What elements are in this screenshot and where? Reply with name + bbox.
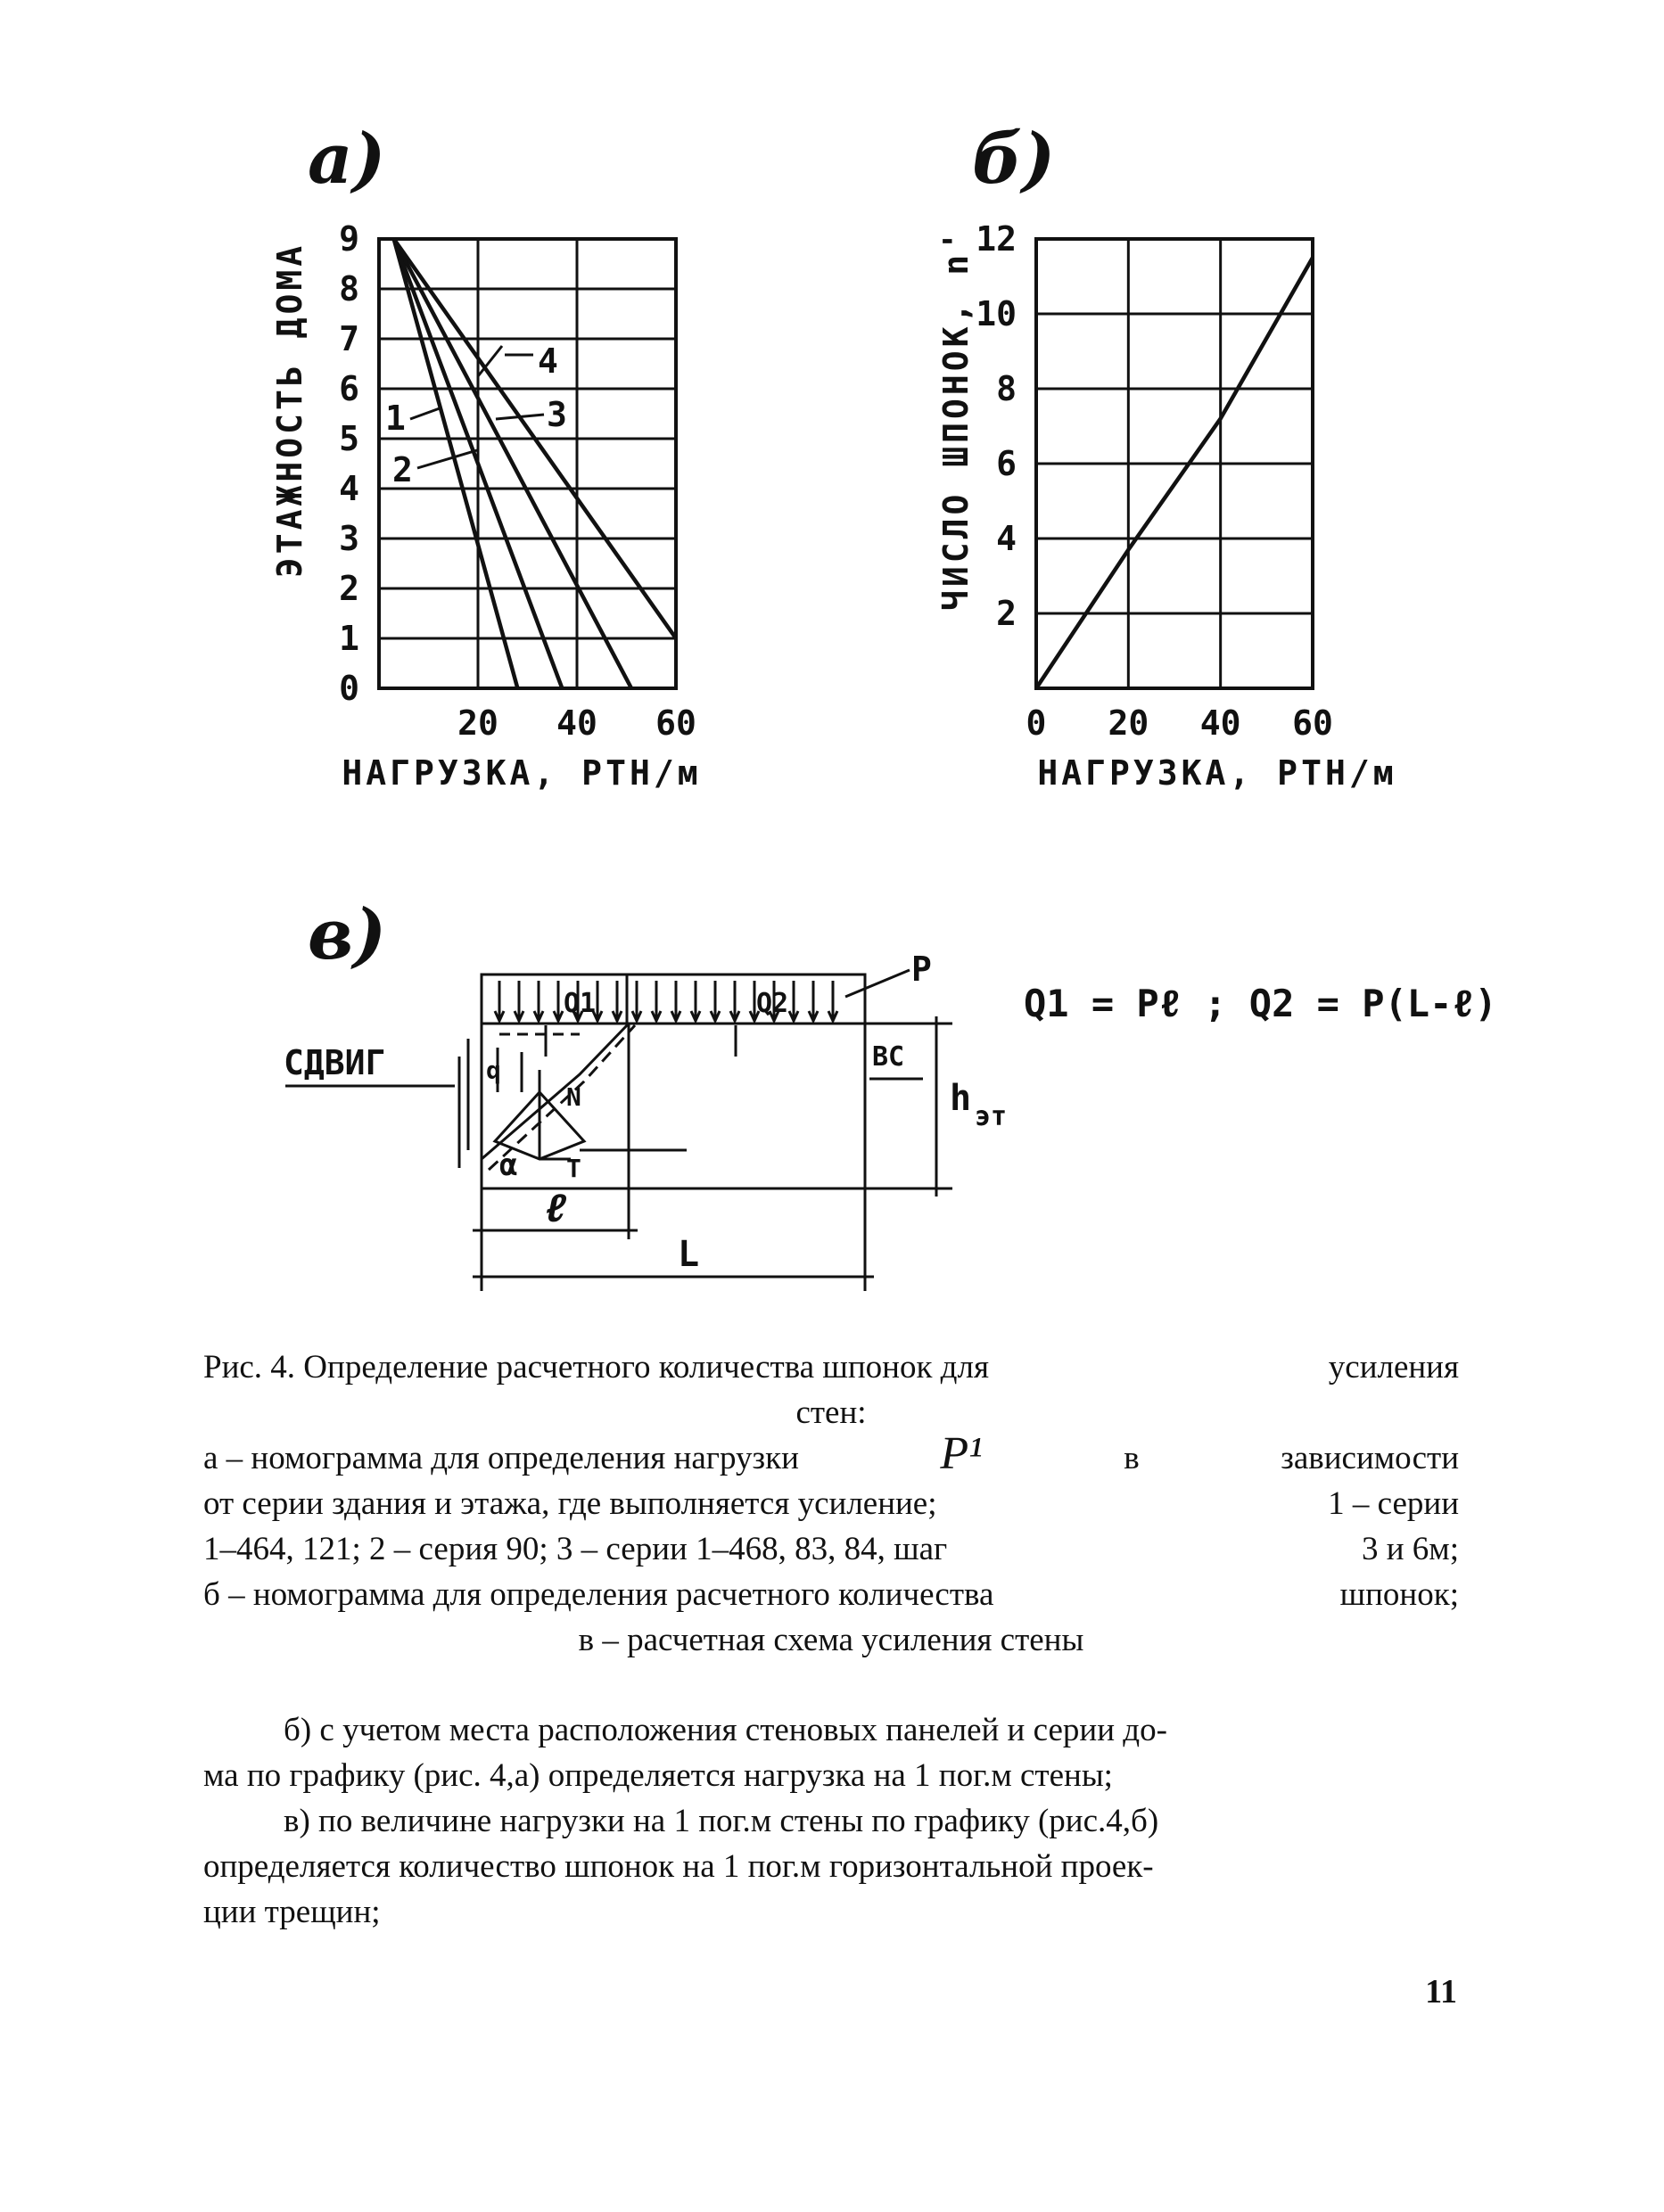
reinforcement-scheme [285, 970, 952, 1291]
paragraph-b-cont: ма по графику (рис. 4,а) определяется нагрузка на 1 пог.м стены; [203, 1757, 1113, 1794]
panel-a-y-tick: 3 [339, 519, 359, 558]
panel-b-x-tick: 60 [1292, 703, 1333, 743]
q-label: q [486, 1056, 501, 1085]
caption-line-7: в – расчетная схема усиления стены [578, 1622, 1084, 1658]
figure-caption [203, 1344, 1459, 1663]
caption-text: Рис. 4. Определение расчетного количества шпонок для [203, 1349, 989, 1386]
paragraph-b: б) с учетом места расположения стеновых панелей и серии до- [284, 1712, 1167, 1748]
caption-text: 1 – серии [1328, 1485, 1459, 1522]
h-sub-label: эт [975, 1101, 1008, 1132]
panel-b-y-tick: 10 [976, 294, 1017, 333]
paragraph-v-cont: определяется количество шпонок на 1 пог.м горизонтальной проек- [203, 1848, 1154, 1885]
caption-text: зависимости [1281, 1440, 1459, 1476]
caption-text: шпонок; [1339, 1576, 1459, 1613]
panel-a-x-tick: 20 [457, 703, 498, 743]
panel-b-y-tick: 6 [996, 444, 1017, 483]
caption-line-1 [203, 1344, 1459, 1390]
panel-a-x-tick: 40 [556, 703, 597, 743]
panel-a-y-tick: 2 [339, 569, 359, 608]
panel-a-x-tick: 60 [655, 703, 696, 743]
panel-b-ylabel: ЧИСЛО ШПОНОК, n' [936, 226, 976, 612]
panel-b-x-tick: 20 [1108, 703, 1149, 743]
panel-a-grid [379, 239, 676, 688]
panel-b-y-tick: 8 [996, 369, 1017, 408]
caption-line-6 [203, 1572, 1459, 1617]
panel-b-grid [1036, 239, 1313, 688]
panel-b-ticks [976, 219, 1333, 743]
panel-b-x-tick: 40 [1199, 703, 1241, 743]
Q2-label: Q2 [756, 988, 789, 1019]
panel-b-y-tick: 12 [976, 219, 1017, 259]
caption-text: от серии здания и этажа, где выполняется усиление; [203, 1485, 937, 1522]
panel-a-line-labels [385, 341, 567, 489]
caption-text: б – номограмма для определения расчетного количества [203, 1576, 994, 1613]
panel-a-letter: a) [308, 119, 386, 200]
panel-b-series-line-1 [1036, 258, 1313, 688]
panel-a-y-tick: 7 [339, 319, 359, 358]
caption-text: усиления [1328, 1349, 1459, 1386]
panel-b-y-tick: 4 [996, 519, 1017, 558]
panel-a-frame [379, 239, 676, 688]
panel-b-letter: б) [972, 119, 1056, 200]
Q1-label: Q1 [564, 988, 597, 1019]
h-label: h [950, 1078, 972, 1119]
panel-b-chart [936, 219, 1397, 793]
body-text [203, 1707, 1459, 1935]
page-number: 11 [1425, 1973, 1457, 2011]
panel-a-xlabel: НАГРУЗКА, РТН/м [342, 753, 702, 793]
leader-1 [410, 408, 440, 419]
formula: Q1 = Pℓ ; Q2 = P(L-ℓ) [1024, 982, 1497, 1025]
line-label-2: 2 [392, 450, 413, 489]
caption-line-5 [203, 1526, 1459, 1572]
panel-b-xlabel: НАГРУЗКА, РТН/м [1037, 753, 1397, 793]
panel-b-y-tick: 2 [996, 594, 1017, 633]
caption-text: а – номограмма для определения нагрузки [203, 1440, 799, 1476]
panel-b-x-tick: 0 [1026, 703, 1047, 743]
crack-line [482, 1024, 629, 1159]
panel-a-chart [270, 219, 702, 793]
caption-text: 3 и 6м; [1362, 1531, 1459, 1567]
caption-line-2: стен: [795, 1394, 867, 1431]
line-label-3: 3 [547, 395, 567, 434]
panel-a-ylabel: ЭТАЖНОСТЬ ДОМА [270, 242, 309, 579]
panel-a-y-tick: 6 [339, 369, 359, 408]
caption-symbol: P¹ [940, 1428, 983, 1479]
caption-line-3 [203, 1428, 1459, 1481]
caption-line-4 [203, 1481, 1459, 1526]
caption-text: в [1124, 1440, 1140, 1476]
panel-a-y-tick: 4 [339, 469, 359, 508]
panel-a-y-tick: 8 [339, 269, 359, 308]
panel-a-y-tick: 5 [339, 419, 359, 458]
line-label-1: 1 [385, 399, 406, 438]
T-label: T [566, 1154, 581, 1183]
paragraph-v: в) по величине нагрузки на 1 пог.м стены по графику (рис.4,б) [284, 1803, 1159, 1839]
L-label: L [678, 1234, 700, 1275]
line-label-4: 4 [538, 341, 558, 381]
BC-label: ВС [872, 1041, 905, 1073]
shear-label: СДВИГ [284, 1043, 386, 1082]
scheme-labels [284, 950, 1497, 1275]
panel-a-y-tick: 1 [339, 619, 359, 658]
l-label: ℓ [544, 1186, 568, 1231]
panel-b-series [1036, 258, 1313, 688]
N-label: N [566, 1082, 581, 1112]
panel-c-letter: в) [308, 894, 387, 975]
panel-a-y-tick: 9 [339, 219, 359, 259]
P-label: P [911, 950, 932, 989]
paragraph-v-end: ции трещин; [203, 1894, 381, 1930]
panel-a-y-tick: 0 [339, 669, 359, 708]
alpha-label: α [499, 1147, 518, 1183]
leader-2 [417, 450, 477, 468]
caption-text: 1–464, 121; 2 – серия 90; 3 – серии 1–468, 83, 84, шаг [203, 1531, 948, 1567]
